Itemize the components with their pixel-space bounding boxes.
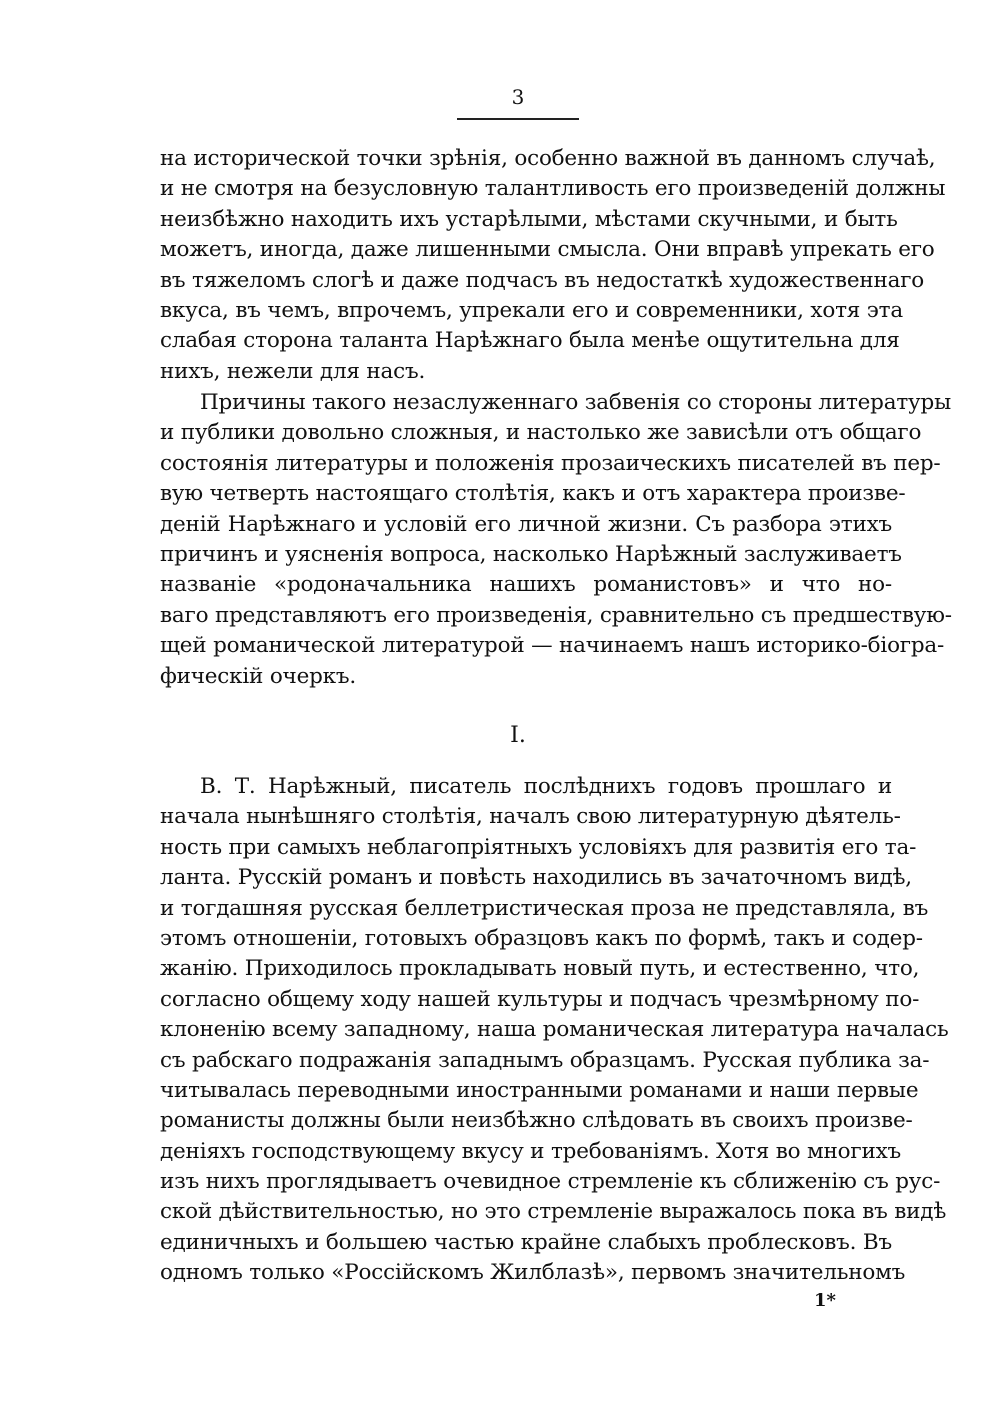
text-line: Причины такого незаслуженнаго забвенія со стороны литературы <box>200 390 951 415</box>
text-line: щей романической литературой — начинаемъ нашъ историко-біогра- <box>160 633 945 659</box>
text-line: единичныхъ и большею частью крайне слабыхъ проблесковъ. Въ <box>160 1229 892 1255</box>
text-line: на исторической точки зрѣнія, особенно важной въ данномъ случаѣ, <box>160 146 936 171</box>
header-rule <box>457 118 579 120</box>
text-line: начала нынѣшняго столѣтія, началъ свою литературную дѣятель- <box>160 804 901 830</box>
text-line: ваго представляютъ его произведенія, сравнительно съ предшествую- <box>160 602 952 628</box>
paragraph-2 <box>160 388 952 692</box>
text-line: читывалась переводными иностранными романами и наши первые <box>160 1077 919 1103</box>
text-line: романисты должны были неизбѣжно слѣдовать въ своихъ произве- <box>160 1108 913 1134</box>
paragraph-3 <box>160 772 949 1289</box>
text-line: одномъ только «Россійскомъ Жилблазѣ», первомъ значительномъ <box>160 1260 906 1286</box>
text-line: вкуса, въ чемъ, впрочемъ, упрекали его и современники, хотя эта <box>160 297 903 323</box>
paragraph-1 <box>160 144 946 387</box>
text-line: согласно общему ходу нашей культуры и подчасъ чрезмѣрному по- <box>160 986 920 1012</box>
text-line: можетъ, иногда, даже лишенными смысла. Они вправѣ упрекать его <box>160 237 935 263</box>
text-line: вую четверть настоящаго столѣтія, какъ и отъ характера произве- <box>160 481 906 507</box>
text-line: и тогдашняя русская беллетристическая проза не представляла, въ <box>160 895 929 921</box>
text-line: деніяхъ господствующему вкусу и требованіямъ. Хотя во многихъ <box>160 1138 901 1164</box>
text-line: этомъ отношеніи, готовыхъ образцовъ какъ по формѣ, такъ и содер- <box>160 925 923 951</box>
text-line: жанію. Приходилось прокладывать новый путь, и естественно, что, <box>160 956 920 982</box>
signature-mark: 1* <box>814 1290 836 1311</box>
text-line: деній Нарѣжнаго и условій его личной жизни. Съ разбора этихъ <box>160 511 892 537</box>
text-line: изъ нихъ проглядываетъ очевидное стремленіе къ сближенію съ рус- <box>160 1169 941 1195</box>
text-line: слабая сторона таланта Нарѣжнаго была менѣе ощутительна для <box>160 328 900 354</box>
text-line: фическій очеркъ. <box>160 663 357 689</box>
text-line: В. Т. Нарѣжный, писатель послѣднихъ годовъ прошлаго и <box>200 774 892 799</box>
text-line: причинъ и уясненія вопроса, насколько Нарѣжный заслуживаетъ <box>160 541 902 567</box>
text-line: ской дѣйствительностью, но это стремленіе выражалось пока въ видѣ <box>160 1199 947 1225</box>
text-line: состоянія литературы и положенія прозаическихъ писателей въ пер- <box>160 450 941 476</box>
text-line: въ тяжеломъ слогѣ и даже подчасъ въ недостаткѣ художественнаго <box>160 267 925 293</box>
text-line: клоненію всему западному, наша романическая литература началась <box>160 1017 949 1043</box>
text-line: неизбѣжно находить ихъ устарѣлыми, мѣстами скучными, и быть <box>160 206 898 232</box>
text-line: нихъ, нежели для насъ. <box>160 358 426 384</box>
text-line: ланта. Русскій романъ и повѣсть находились въ зачаточномъ видѣ, <box>160 865 912 891</box>
page-number: 3 <box>511 85 525 109</box>
text-line: и публики довольно сложныя, и настолько же зависѣли отъ общаго <box>160 420 922 446</box>
text-line: и не смотря на безусловную талантливость его произведеній должны <box>160 176 946 202</box>
text-line: ность при самыхъ неблагопріятныхъ условіяхъ для развитія его та- <box>160 834 917 860</box>
text-line: названіе «родоначальника нашихъ романистовъ» и что но- <box>160 572 892 598</box>
section-heading: I. <box>510 723 526 748</box>
text-line: съ рабскаго подражанія западнымъ образцамъ. Русская публика за- <box>160 1047 930 1073</box>
